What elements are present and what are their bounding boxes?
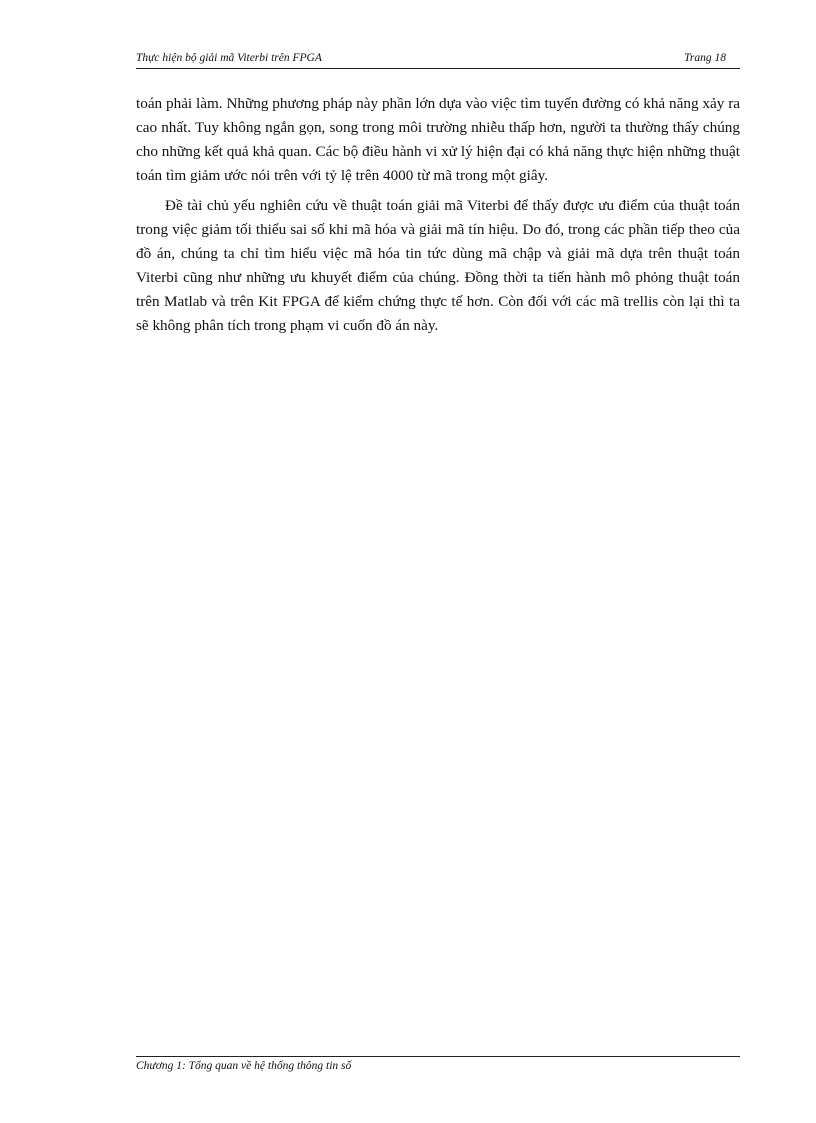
page-header	[136, 50, 740, 69]
chapter-title: Chương 1: Tổng quan về hệ thống thông tin số	[136, 1060, 352, 1072]
page-body	[136, 92, 740, 344]
document-title: Thực hiện bộ giải mã Viterbi trên FPGA	[136, 52, 322, 64]
page-number: Trang 18	[684, 52, 726, 64]
body-paragraph: toán phải làm. Những phương pháp này phần lớn dựa vào việc tìm tuyến đường có khả năng xảy ra cao nhất. Tuy không ngắn gọn, song trong môi trường nhiễu thấp hơn, người ta thường thấy chúng cho những kết quả khả quan. Các bộ điều hành vi xử lý hiện đại có khả năng thực hiện những thuật toán tìm giảm ước nói trên với tỷ lệ trên 4000 từ mã trong một giây.	[136, 95, 740, 184]
page-footer	[136, 1056, 740, 1072]
body-paragraph: Đề tài chủ yếu nghiên cứu về thuật toán giải mã Viterbi để thấy được ưu điểm của thuật toán trong việc giảm tối thiểu sai số khi mã hóa và giải mã tín hiệu. Do đó, trong các phần tiếp theo của đồ án, chúng ta chỉ tìm hiểu việc mã hóa tin tức dùng mã chập và giải mã dựa trên thuật toán Viterbi cũng như những ưu khuyết điểm của chúng. Đồng thời ta tiến hành mô phỏng thuật toán trên Matlab và trên Kit FPGA để kiểm chứng thực tế hơn. Còn đối với các mã trellis còn lại thì ta sẽ không phân tích trong phạm vi cuốn đồ án này.	[136, 197, 740, 334]
